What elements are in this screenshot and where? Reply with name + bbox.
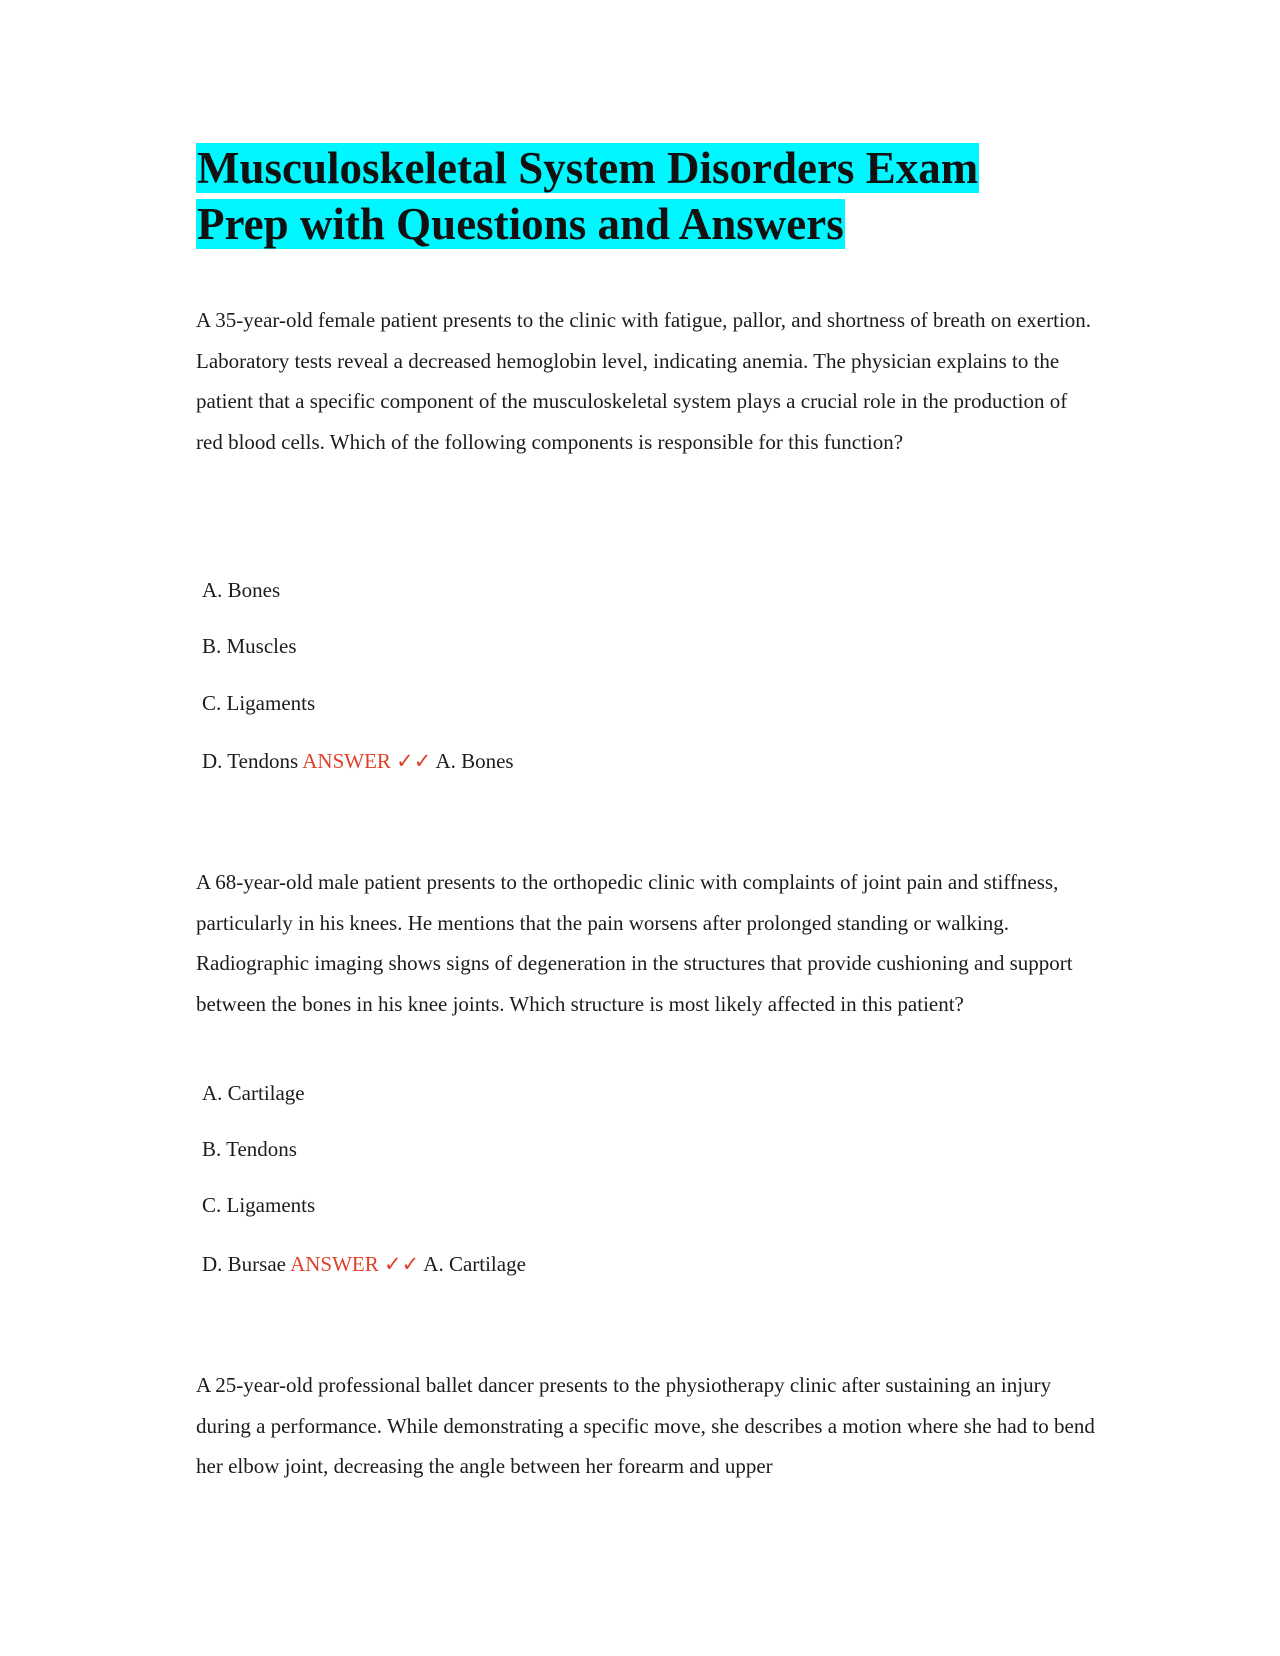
question-2-option-d-line bbox=[202, 1249, 526, 1279]
question-1-option-d-line bbox=[202, 746, 514, 776]
question-3-text: A 25-year-old professional ballet dancer presents to the physiotherapy clinic after sustaining an injury during a performance. While demonstrating a specific move, she describes a motion where she had to bend her elbow joint, decreasing the angle between her forearm and upper bbox=[196, 1373, 1095, 1478]
question-2-option-d: D. Bursae bbox=[202, 1252, 286, 1276]
question-1-option-c: C. Ligaments bbox=[202, 691, 316, 715]
page-title bbox=[196, 140, 1076, 252]
question-1-option-a: A. Bones bbox=[202, 578, 281, 602]
question-1-answer-label: ANSWER ✓✓ bbox=[302, 749, 432, 773]
question-2-option-a: A. Cartilage bbox=[202, 1081, 305, 1105]
question-1-answer: A. Bones bbox=[435, 749, 514, 773]
question-2-option-b: B. Tendons bbox=[202, 1137, 297, 1161]
question-1-option-d: D. Tendons bbox=[202, 749, 299, 773]
question-1-text: A 35-year-old female patient presents to the clinic with fatigue, pallor, and shortness of breath on exertion. Laboratory tests reveal a decreased hemoglobin level, indicating anemia. The physician explains to the patient that a specific component of the musculoskeletal system plays a crucial role in the production of red blood cells. Which of the following components is responsible for this function? bbox=[196, 308, 1092, 454]
question-2-option-c: C. Ligaments bbox=[202, 1193, 316, 1217]
question-2-text: A 68-year-old male patient presents to the orthopedic clinic with complaints of joint pain and stiffness, particularly in his knees. He mentions that the pain worsens after prolonged standing or walking. Radiographic imaging shows signs of degeneration in the structures that provide cushioning and support between the bones in his knee joints. Which structure is most likely affected in this patient? bbox=[196, 870, 1073, 1016]
question-2-answer-label: ANSWER ✓✓ bbox=[290, 1252, 420, 1276]
title-line-2: Prep with Questions and Answers bbox=[197, 199, 844, 249]
question-2-answer: A. Cartilage bbox=[423, 1252, 526, 1276]
question-1-option-b: B. Muscles bbox=[202, 634, 297, 658]
title-line-1: Musculoskeletal System Disorders Exam bbox=[197, 143, 979, 193]
